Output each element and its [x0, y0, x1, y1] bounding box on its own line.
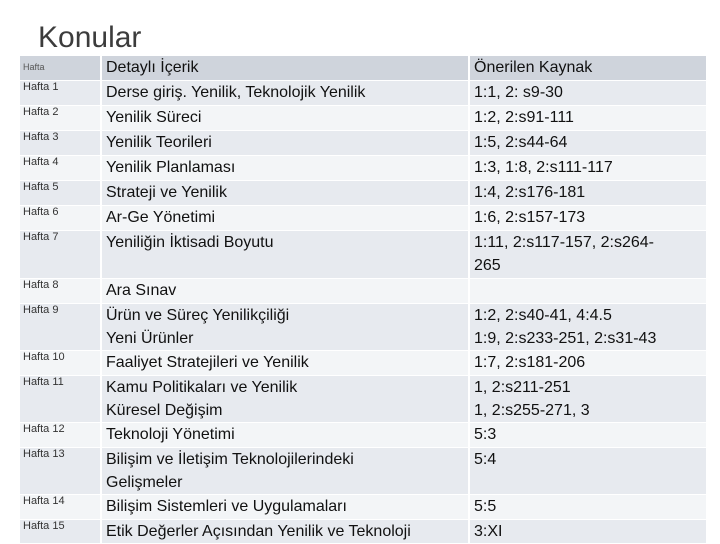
- content-line: Bilişim ve İletişim Teknolojilerindeki: [106, 451, 354, 468]
- source-cell: [468, 279, 706, 304]
- source-cell: [468, 351, 706, 376]
- table-row: [20, 156, 706, 181]
- week-cell: [20, 231, 100, 279]
- table-row: [20, 448, 706, 495]
- header-content-label: Detaylı İçerik: [106, 59, 199, 76]
- source-cell: [468, 206, 706, 231]
- content-line: Etik Değerler Açısından Yenilik ve Teknoloji: [106, 523, 411, 540]
- source-line: 265: [474, 257, 501, 274]
- week-cell: [20, 448, 100, 495]
- content-line: Teknoloji Yönetimi: [106, 426, 235, 443]
- source-line: 1:11, 2:s117-157, 2:s264-: [474, 234, 654, 251]
- source-cell: [468, 520, 706, 544]
- source-line: 1:9, 2:s233-251, 2:s31-43: [474, 330, 657, 347]
- source-line: 1, 2:s255-271, 3: [474, 402, 590, 419]
- source-cell: [468, 304, 706, 351]
- source-line: 1:3, 1:8, 2:s111-117: [474, 159, 613, 176]
- table-row: [20, 181, 706, 206]
- week-cell: [20, 423, 100, 448]
- table-row: [20, 304, 706, 351]
- content-cell: [100, 81, 468, 106]
- week-label: Hafta 2: [23, 106, 59, 118]
- week-label: Hafta 15: [23, 520, 65, 532]
- content-line: Gelişmeler: [106, 474, 183, 491]
- content-line: Faaliyet Stratejileri ve Yenilik: [106, 354, 309, 371]
- table-row: [20, 231, 706, 279]
- source-cell: [468, 448, 706, 495]
- source-line: 5:5: [474, 498, 497, 515]
- header-source-label: Önerilen Kaynak: [474, 59, 593, 76]
- table-row: [20, 520, 706, 544]
- header-source: [468, 56, 706, 81]
- table-row: [20, 106, 706, 131]
- content-cell: [100, 279, 468, 304]
- week-label: Hafta 9: [23, 304, 59, 316]
- table-row: [20, 423, 706, 448]
- source-line: 3:XI: [474, 523, 503, 540]
- content-line: Yenilik Planlaması: [106, 159, 236, 176]
- source-line: 1:6, 2:s157-173: [474, 209, 586, 226]
- source-cell: [468, 495, 706, 520]
- source-line: 1:4, 2:s176-181: [474, 184, 586, 201]
- content-line: Yeniliğin İktisadi Boyutu: [106, 234, 274, 251]
- source-cell: [468, 106, 706, 131]
- table-row: [20, 81, 706, 106]
- topics-table: [20, 56, 706, 544]
- source-cell: [468, 376, 706, 423]
- week-label: Hafta 12: [23, 423, 65, 435]
- content-cell: [100, 448, 468, 495]
- content-line: Ürün ve Süreç Yenilikçiliği: [106, 307, 290, 324]
- week-label: Hafta 14: [23, 495, 65, 507]
- table-header-row: [20, 56, 706, 81]
- week-cell: [20, 279, 100, 304]
- source-cell: [468, 423, 706, 448]
- source-line: 5:3: [474, 426, 497, 443]
- week-cell: [20, 304, 100, 351]
- content-line: Bilişim Sistemleri ve Uygulamaları: [106, 498, 347, 515]
- table-row: [20, 376, 706, 423]
- slide-title: Konular: [38, 21, 142, 54]
- table-row: [20, 495, 706, 520]
- week-label: Hafta 11: [23, 376, 64, 388]
- week-label: Hafta 5: [23, 181, 59, 193]
- content-line: Yenilik Teorileri: [106, 134, 212, 151]
- week-label: Hafta 7: [23, 231, 59, 243]
- content-line: Yenilik Süreci: [106, 109, 202, 126]
- source-cell: [468, 81, 706, 106]
- content-cell: [100, 231, 468, 279]
- week-cell: [20, 181, 100, 206]
- table-row: [20, 279, 706, 304]
- week-cell: [20, 520, 100, 544]
- content-line: Kamu Politikaları ve Yenilik: [106, 379, 298, 396]
- source-cell: [468, 131, 706, 156]
- source-line: 1, 2:s211-251: [474, 379, 571, 396]
- content-cell: [100, 423, 468, 448]
- source-cell: [468, 156, 706, 181]
- table-row: [20, 131, 706, 156]
- content-line: Strateji ve Yenilik: [106, 184, 227, 201]
- source-line: 1:1, 2: s9-30: [474, 84, 563, 101]
- source-line: 5:4: [474, 451, 497, 468]
- content-cell: [100, 131, 468, 156]
- source-cell: [468, 231, 706, 279]
- week-cell: [20, 206, 100, 231]
- week-label: Hafta 1: [23, 81, 59, 93]
- header-content: [100, 56, 468, 81]
- source-cell: [468, 181, 706, 206]
- source-line: 1:2, 2:s40-41, 4:4.5: [474, 307, 612, 324]
- week-cell: [20, 81, 100, 106]
- content-line: Derse giriş. Yenilik, Teknolojik Yenilik: [106, 84, 366, 101]
- source-line: 1:7, 2:s181-206: [474, 354, 586, 371]
- header-week: [20, 56, 100, 81]
- content-cell: [100, 156, 468, 181]
- header-week-label: Hafta: [23, 62, 45, 72]
- week-label: Hafta 6: [23, 206, 59, 218]
- week-label: Hafta 3: [23, 131, 59, 143]
- content-line: Ara Sınav: [106, 282, 177, 299]
- content-cell: [100, 106, 468, 131]
- content-line: Ar-Ge Yönetimi: [106, 209, 216, 226]
- content-cell: [100, 520, 468, 544]
- week-label: Hafta 4: [23, 156, 59, 168]
- source-line: 1:2, 2:s91-111: [474, 109, 574, 126]
- week-cell: [20, 495, 100, 520]
- table-row: [20, 206, 706, 231]
- content-cell: [100, 181, 468, 206]
- content-cell: [100, 376, 468, 423]
- week-cell: [20, 106, 100, 131]
- week-label: Hafta 8: [23, 279, 59, 291]
- week-label: Hafta 10: [23, 351, 65, 363]
- content-cell: [100, 495, 468, 520]
- table-row: [20, 351, 706, 376]
- content-line: Yeni Ürünler: [106, 330, 194, 347]
- week-cell: [20, 376, 100, 423]
- week-cell: [20, 351, 100, 376]
- week-label: Hafta 13: [23, 448, 65, 460]
- content-cell: [100, 304, 468, 351]
- content-cell: [100, 206, 468, 231]
- source-line: 1:5, 2:s44-64: [474, 134, 568, 151]
- week-cell: [20, 131, 100, 156]
- week-cell: [20, 156, 100, 181]
- content-cell: [100, 351, 468, 376]
- content-line: Küresel Değişim: [106, 402, 223, 419]
